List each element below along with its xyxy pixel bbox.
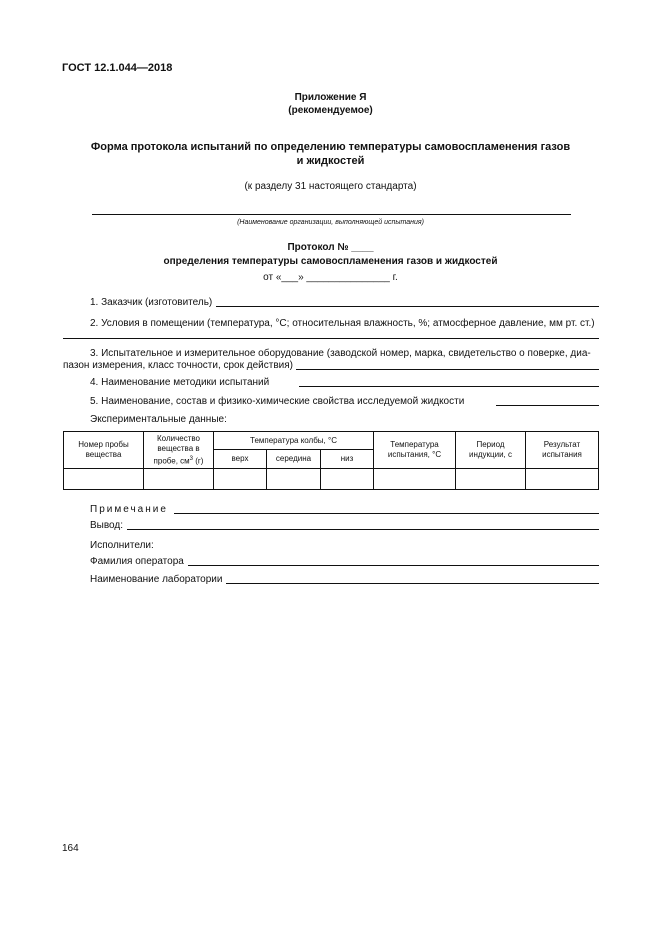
section-reference: (к разделу 31 настоящего стандарта) — [244, 181, 417, 192]
conclusion-line[interactable] — [127, 529, 599, 530]
table-cell[interactable] — [144, 469, 214, 490]
table-row — [64, 469, 599, 490]
protocol-title: Протокол № ____ — [287, 242, 374, 253]
col-induction-period: Период индукции, с — [456, 432, 526, 469]
protocol-date: от «___» _______________ г. — [263, 272, 398, 283]
table-cell[interactable] — [267, 469, 321, 490]
operator-label: Фамилия оператора — [90, 556, 184, 567]
table-cell[interactable] — [456, 469, 526, 490]
table-cell[interactable] — [64, 469, 144, 490]
note-label: Примечание — [90, 504, 168, 515]
experimental-data-label: Экспериментальные данные: — [90, 414, 227, 425]
method-line[interactable] — [299, 386, 599, 387]
customer-label: 1. Заказчик (изготовитель) — [90, 297, 213, 308]
form-title-line2: и жидкостей — [296, 155, 365, 167]
subcol-middle: середина — [267, 450, 321, 469]
equipment-label-line2: пазон измерения, класс точности, срок действия) — [63, 360, 293, 371]
operator-line[interactable] — [188, 565, 599, 566]
table-cell[interactable] — [214, 469, 267, 490]
conditions-label: 2. Условия в помещении (температура, °С; относительная влажность, %; атмосферное давление, мм рт. ст.) — [90, 318, 595, 329]
organization-line — [92, 214, 571, 215]
protocol-subtitle: определения температуры самовоспламенения газов и жидкостей — [163, 256, 498, 267]
document-code: ГОСТ 12.1.044—2018 — [62, 62, 173, 74]
appendix-title: Приложение Я — [294, 92, 367, 103]
col-quantity: Количество вещества в пробе, $см^3$ (г) — [144, 432, 214, 469]
subcol-top: верх — [214, 450, 267, 469]
experimental-data-table — [63, 431, 599, 490]
table-cell[interactable] — [321, 469, 374, 490]
col-flask-temperature: Температура колбы, °С — [214, 432, 374, 450]
method-label: 4. Наименование методики испытаний — [90, 377, 270, 388]
page-number: 164 — [62, 843, 79, 854]
col-test-temperature: Температура испытания, °С — [374, 432, 456, 469]
table-cell[interactable] — [374, 469, 456, 490]
form-title-line1: Форма протокола испытаний по определению температуры самовоспламенения газов — [90, 141, 571, 153]
conclusion-label: Вывод: — [90, 520, 124, 531]
organization-caption: (Наименование организации, выполняющей испытания) — [237, 219, 424, 226]
note-line[interactable] — [174, 513, 599, 514]
col-test-result: Результат испытания — [526, 432, 599, 469]
substance-line[interactable] — [496, 405, 599, 406]
subcol-bottom: низ — [321, 450, 374, 469]
table-cell[interactable] — [526, 469, 599, 490]
laboratory-line[interactable] — [226, 583, 599, 584]
col-sample-number: Номер пробы вещества — [64, 432, 144, 469]
equipment-label-line1: 3. Испытательное и измерительное оборудование (заводской номер, марка, свидетельство о поверке, диа- — [90, 348, 591, 359]
performers-label: Исполнители: — [90, 540, 154, 551]
substance-label: 5. Наименование, состав и физико-химические свойства исследуемой жидкости — [90, 396, 465, 407]
equipment-line[interactable] — [296, 369, 599, 370]
laboratory-label: Наименование лаборатории — [90, 574, 223, 585]
conditions-line[interactable] — [63, 338, 599, 339]
appendix-status: (рекомендуемое) — [288, 105, 373, 116]
customer-line[interactable] — [216, 306, 599, 307]
